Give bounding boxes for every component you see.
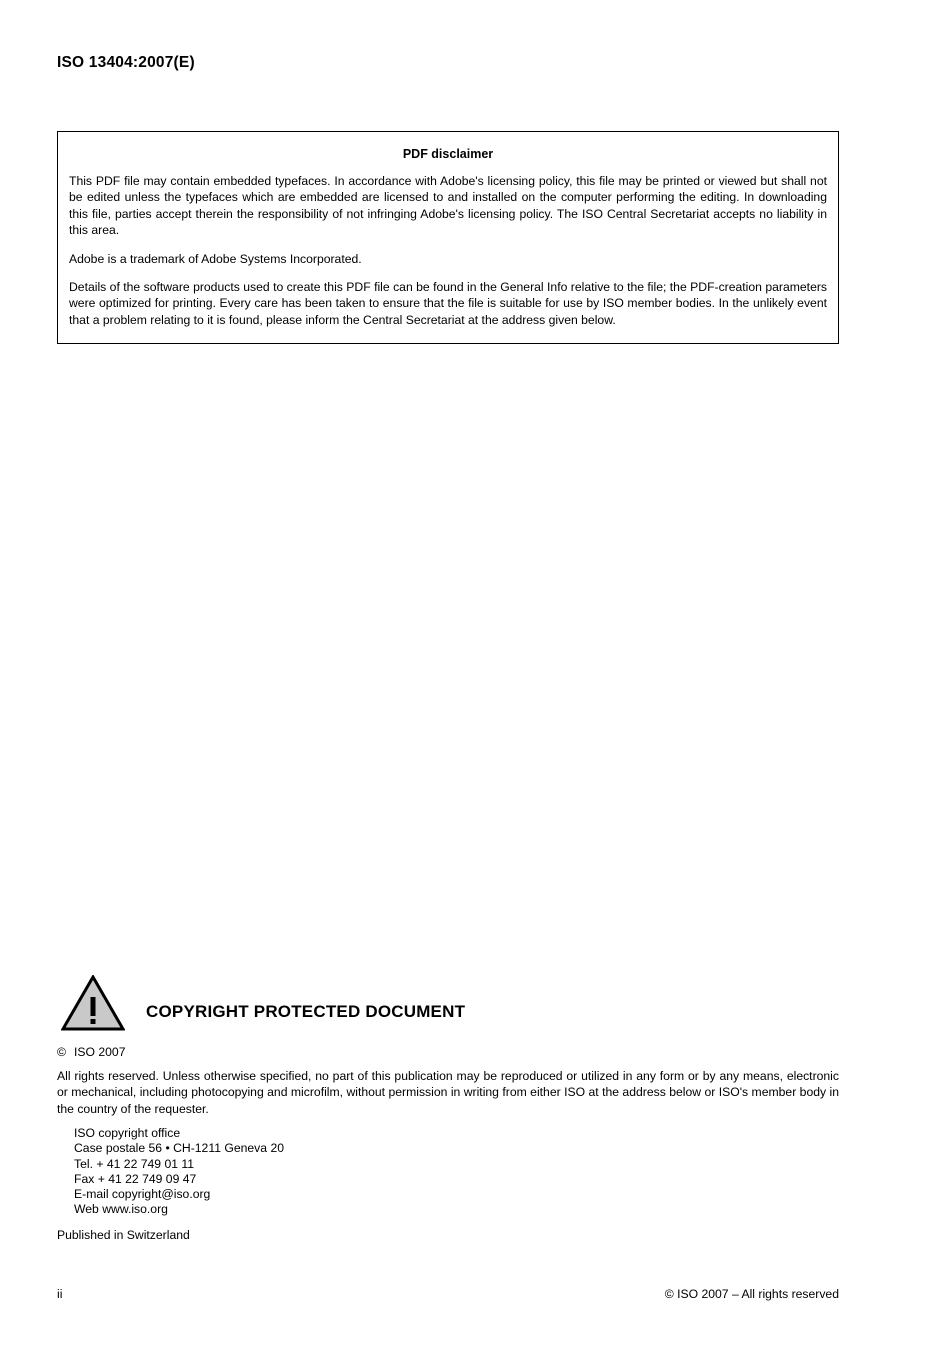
address-line: Tel. + 41 22 749 01 11 [74, 1156, 195, 1171]
copyright-heading-row [57, 975, 839, 1031]
copyright-symbol: © [57, 1045, 66, 1059]
address-line-email: E-mail copyright@iso.org [74, 1187, 211, 1202]
copyright-heading: COPYRIGHT PROTECTED DOCUMENT [146, 1002, 466, 1021]
copyright-address-block [57, 1126, 839, 1217]
copyright-line [57, 1045, 839, 1059]
page-header-title: ISO 13404:2007(E) [57, 54, 195, 71]
address-line: ISO copyright office [74, 1126, 181, 1141]
pdf-disclaimer-box [57, 131, 839, 344]
address-line-web: Web www.iso.org [74, 1202, 168, 1217]
footer-page-number: ii [57, 1287, 63, 1301]
address-line: Fax + 41 22 749 09 47 [74, 1171, 197, 1186]
warning-triangle-icon [61, 975, 125, 1031]
copyright-section [57, 975, 839, 1242]
pdf-disclaimer-paragraph: Details of the software products used to create this PDF file can be found in the General Info relative to the file; the PDF-creation parameters were optimized for printing. Every care has been taken to ensure that the file is suitable for use by ISO member bodies. In the unlikely event that a problem relating to it is found, please inform the Central Secretariat at the address given below. [69, 280, 827, 327]
footer-rights-note: © ISO 2007 – All rights reserved [664, 1287, 839, 1301]
pdf-disclaimer-paragraph: This PDF file may contain embedded typefaces. In accordance with Adobe's licensing policy, this file may be printed or viewed but shall not be edited unless the typefaces which are embedded are licensed to and installed on the computer performing the editing. In downloading this file, parties accept therein the responsibility of not infringing Adobe's licensing policy. The ISO Central Secretariat accepts no liability in this area. [69, 174, 827, 238]
copyright-rights-text: All rights reserved. Unless otherwise specified, no part of this publication may be reproduced or utilized in any form or by any means, electronic or mechanical, including photocopying and microfilm, without permission in writing from either ISO at the address below or ISO's member body in the country of the requester. [57, 1069, 839, 1116]
copyright-year: ISO 2007 [73, 1045, 126, 1059]
pdf-disclaimer-paragraph: Adobe is a trademark of Adobe Systems Incorporated. [69, 251, 362, 266]
published-in: Published in Switzerland [57, 1228, 190, 1243]
pdf-disclaimer-title: PDF disclaimer [402, 147, 494, 161]
address-line: Case postale 56 • CH-1211 Geneva 20 [74, 1141, 285, 1156]
